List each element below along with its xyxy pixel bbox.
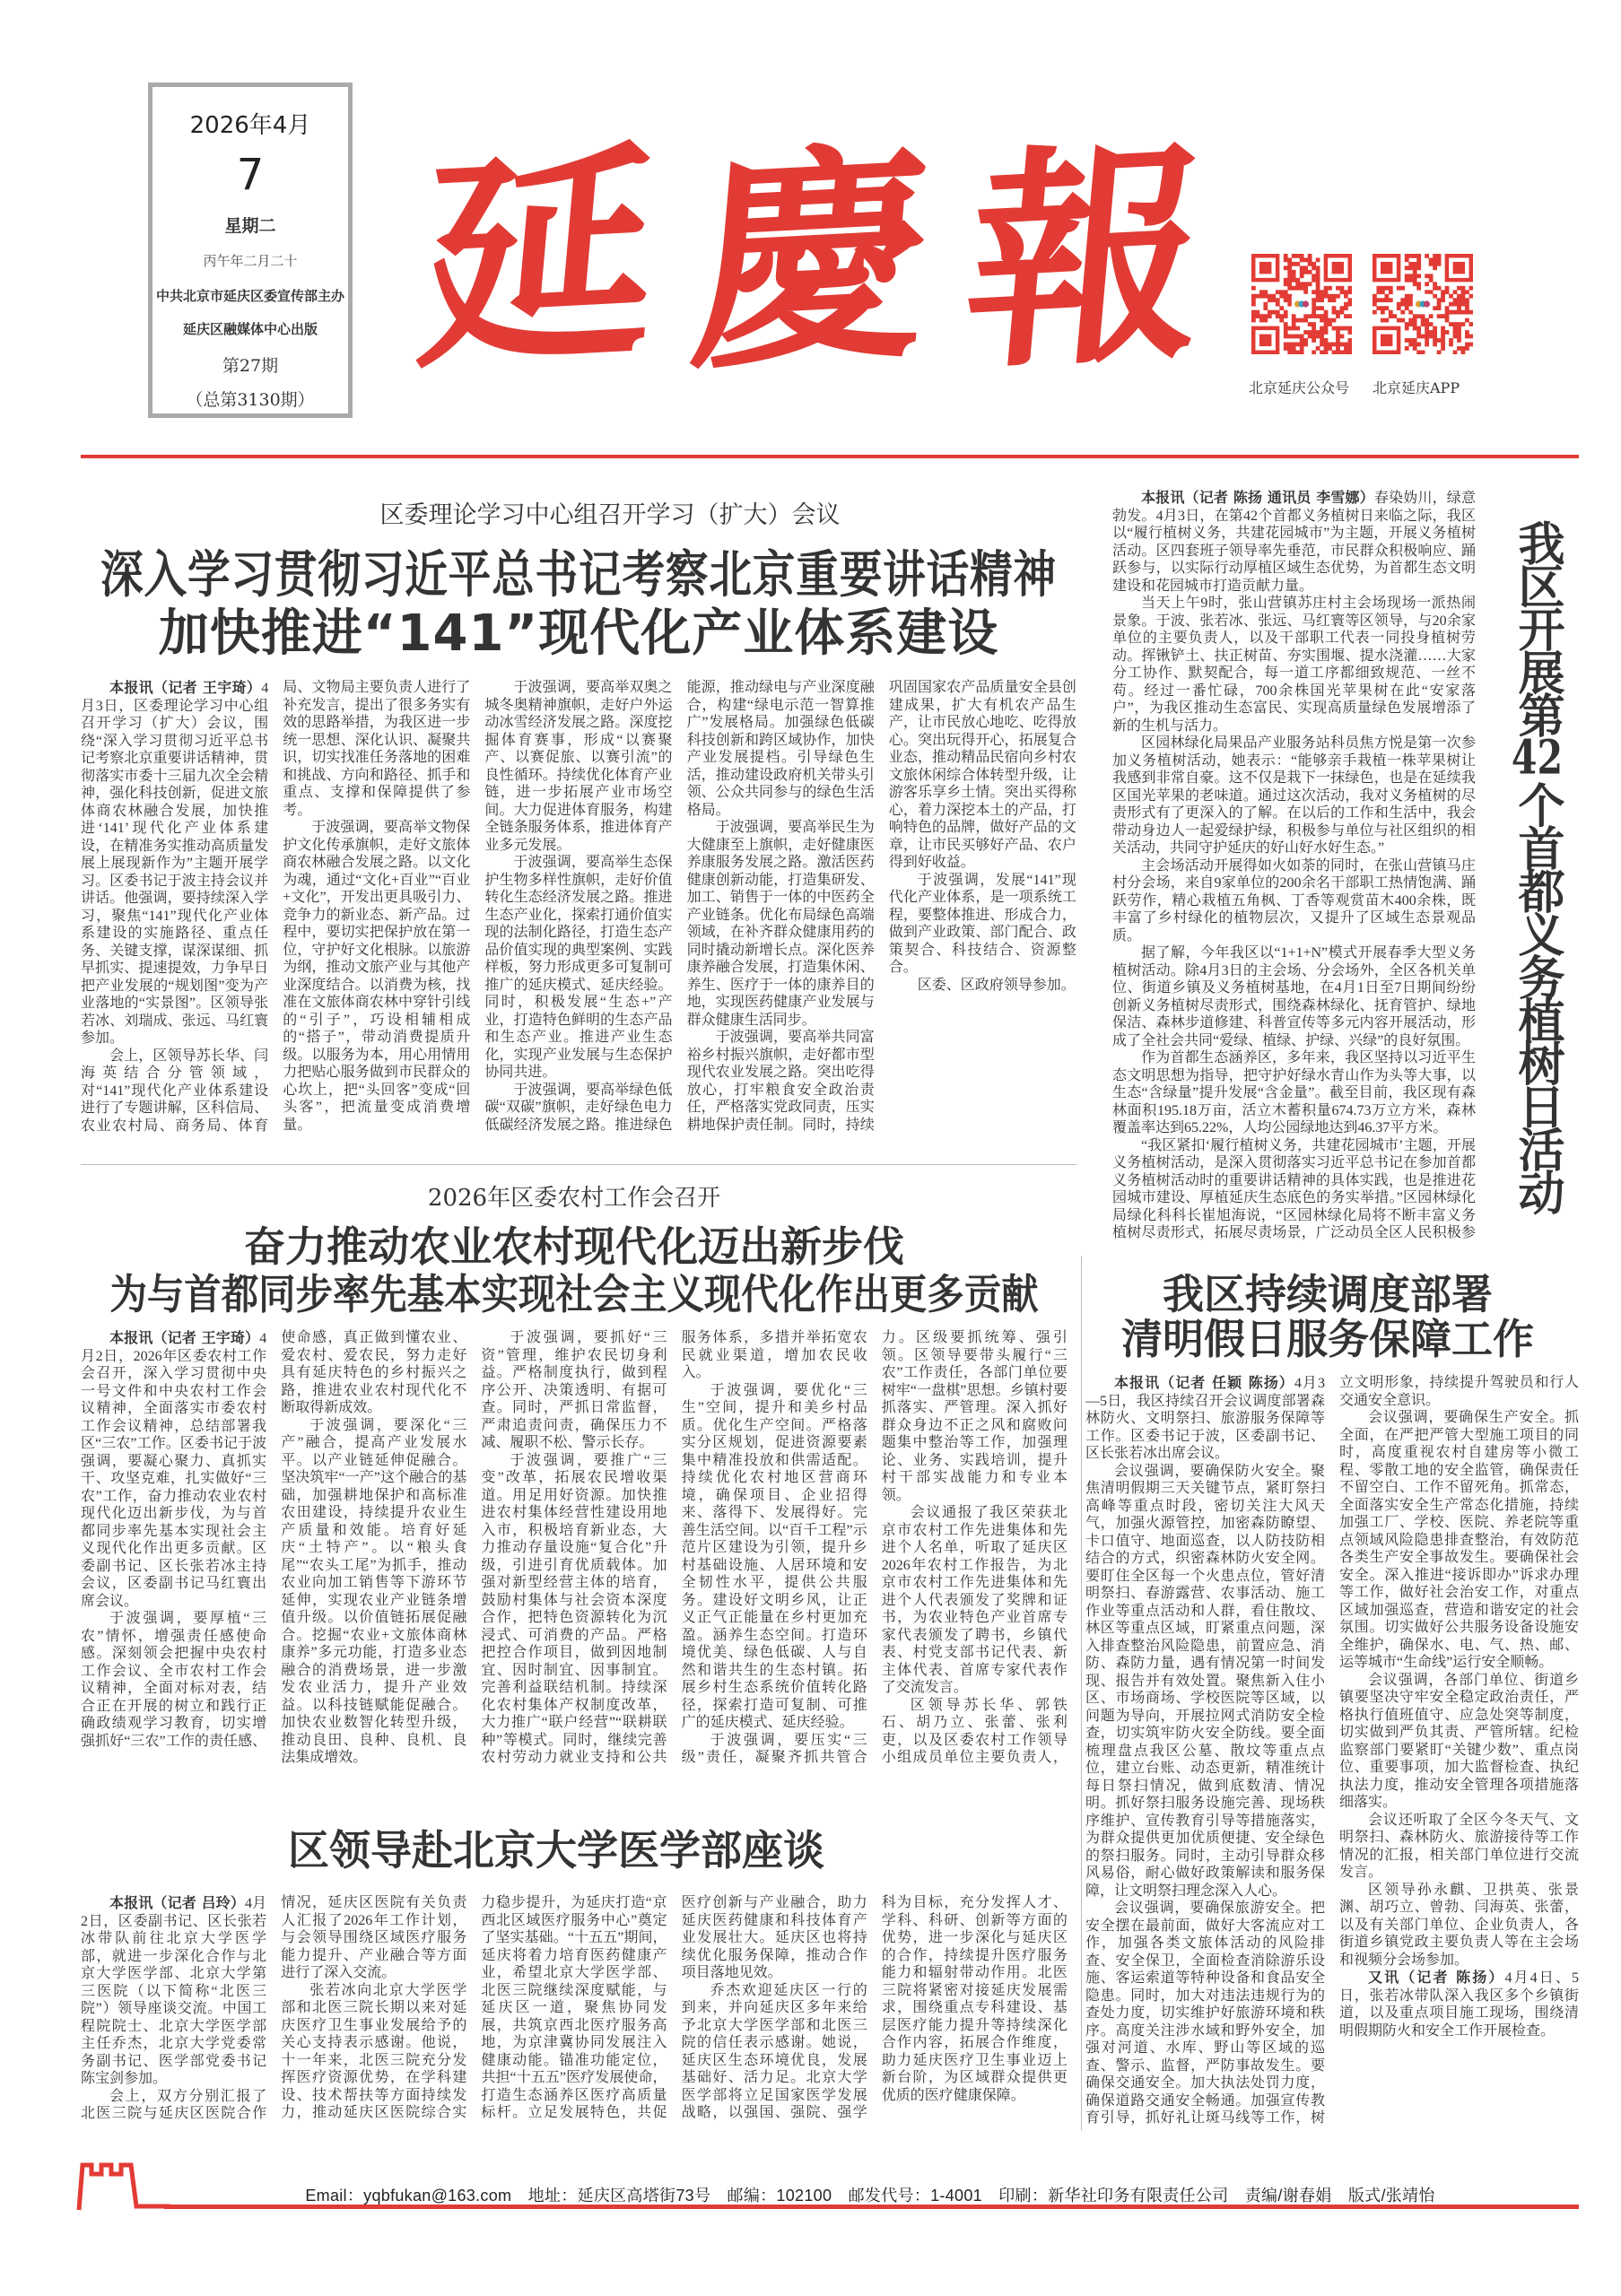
publisher: 延庆区融媒体中心出版 (182, 321, 318, 337)
paragraph-text: “我区紧扣‘履行植树义务，共建花园城市’主题，开展义务植树活动，是深入贯彻落实习近平总书记在参加首都义务植树活动时的重要讲话精神的具体实践，也是推进花园城市建设、厚植延庆生态底色的务实举措。”区园林绿化局绿化科科长崔旭海说，“区园林绿化局将不断丰富义务植树尽责形式，拓展尽责场景，广泛动员全区人民积极参 (1112, 1137, 1476, 1240)
footer-divider (164, 2205, 1579, 2209)
study-body (81, 679, 1076, 1150)
byline: 本报讯（记者 王宇琦） (109, 679, 262, 696)
paragraph-text: 区委、区政府领导参加。 (917, 977, 1076, 993)
paragraph-text: 于波强调，要高举共同富裕乡村振兴旗帜，走好都市型现代农业发展之路。突出吃得放心，打牢粮食安全政治责任，严格落实党政同责，压实耕地保护责任制。同时，持续巩固国家农产品质量安全县创建成果，扩大有机农产品生产，让市民放心地吃、吃得放心。突出玩得开心，拓展复合业态，推动精品民宿向乡村农文旅休闲综合体转型升级，让游客乐享乡土情。突出买得称心，着力深挖本土的产品，打响特色的品牌，做好产品的文章，让市民买够好产品、农户得到好收益。 (686, 680, 1076, 1133)
date-box (148, 83, 353, 418)
rural-headline-line2: 为与首都同步率先基本实现社会主义现代化作出更多贡献 (109, 1270, 1039, 1318)
tree-body (1112, 489, 1476, 1242)
rural-body (81, 1329, 1068, 1767)
paragraph (484, 679, 672, 854)
paragraph-text: 会议强调，要确保生产安全。抓全面，在严把严管大型施工项目的同时，高度重视农村自建房等小微工程、零散工地的安全监管，确保责任不留空白、工作不留死角。抓常态，全面落实安全生产常态化措施，持续加强工厂、学校、医院、养老院等重点领域风险隐患排查整治，有效防范各类生产安全事故发生。要确保社会安全。深入推进“接诉即办”诉求办理等工作，做好社会治安工作，对重点区域加强巡查，营造和谐安定的社会氛围。切实做好公共服务设备设施安全维护，确保水、电、气、热、邮、运等城市“生命线”运行安全顺畅。 (1339, 1410, 1579, 1670)
qr-label-app: 北京延庆APP (1373, 379, 1460, 396)
paragraph (281, 1417, 466, 1767)
paragraph-text: 会上，区领导苏长华、闫海英结合分管领域，对“141”现代化产业体系建设进行了专题讲解，区科信局、农业农村局、商务局、体育局、文物局主要负责人进行了补充发言，提出了很多务实有效的思路举措，为我区进一步统一思想、深化认识、凝聚共识，切实找准任务落地的困难和挑战、方向和路径、抓手和重点、支撑和保障提供了参考。 (81, 680, 471, 1134)
byline: 本报讯（记者 王宇琦） (109, 1329, 260, 1346)
lunar-date: 丙午年二月二十 (203, 253, 298, 269)
paragraph-text: 于波强调，要高举文物保护文化传承旗帜，走好文旅体商农林融合发展之路。以文化为魂，通过“文化+百业”“百业+文化”，开发出更具吸引力、竞争力的新业态、新产品。过程中，要切实把保护放在第一位，守护好文化根脉。以旅游为纲，推动文旅产业与其他产业深度结合。以消费为核，找准在文旅体商农林中穿针引线的“引子”，巧设相辅相成的“搭子”，带动消费提质升级。以服务为本，用心用情用力把贴心服务做到市民群众的心坎上，把“头回客”变成“回头客”，把流量变成消费增量。 (283, 820, 471, 1133)
tree-headline (1496, 498, 1577, 1233)
paragraph (889, 872, 1076, 977)
paragraph-text: 据了解，今年我区以“1+1+N”模式开展春季大型义务植树活动。除4月3日的主会场、分会场外，全区各机关单位、街道乡镇及义务植树基地，在4月1日至7日期间纷纷创新义务植树尽责形式，围绕森林绿化、抚育管护、绿地保洁、森林步道修建、科普宣传等多元内容开展活动，形成了全社会共同“爱绿、植绿、护绿、兴绿”的良好氛围。 (1112, 945, 1476, 1048)
paragraph-text: 区领导孙永麒、卫拱英、张景渊、胡巧立、曾勃、闫海英、张蕾，以及有关部门单位、企业负责人，各街道乡镇党政主要负责人等在主会场和视频分会场参加。 (1339, 1882, 1579, 1968)
paragraph-text: 会上，双方分别汇报了北医三院与延庆区医院合作情况，延庆区医院有关负责人汇报了2026年工作计划，与会领导围绕区域医疗服务能力提升、产业融合等方面进行了深入交流。 (81, 1895, 467, 2121)
qingming-headline-line2: 清明假日服务保障工作 (1121, 1315, 1534, 1363)
tree-headline-part: 我区开展第 (1510, 519, 1564, 735)
paragraph-text: 4月4日、5日，张若冰带队深入我区多个乡镇街道，以及重点项目施工现场，围绕清明假期防火和安全工作开展检查。 (1339, 1970, 1579, 2039)
paragraph-text: 作为首都生态涵养区，多年来，我区坚持以习近平生态文明思想为指导，把守护好绿水青山作为头等大事，以生态“含绿量”提升发展“含金量”。截至目前，我区现有森林面积195.18万亩，活立木蓄积量674.73万立方米，森林覆盖率达到65.22%，人均公园绿地达到46.37平方米。 (1112, 1050, 1476, 1135)
paragraph-text: 会议还听取了全区今冬天气、文明祭扫、森林防火、旅游接待等工作情况的汇报，相关部门单位进行交流发言。 (1339, 1812, 1579, 1880)
paragraph-text: 主会场活动开展得如火如荼的同时，在张山营镇马庄村分会场，来自9家单位的200余名干部职工热情饱满、踊跃劳作，精心栽植五角枫、丁香等观赏苗木400余株，既丰富了乡村绿化的植物层次，又提升了区域生态景观品质。 (1112, 857, 1476, 944)
paragraph (81, 1329, 266, 1610)
byline: 本报讯（记者 陈扬 通讯员 李雪娜） (1141, 489, 1374, 506)
paragraph (882, 1504, 1068, 1697)
day: 7 (236, 150, 265, 200)
byline: 本报讯（记者 吕玲） (109, 1894, 246, 1911)
medical-body (81, 1894, 1068, 2132)
rural-headline-line1: 奋力推动农业农村现代化迈出新步伐 (244, 1222, 904, 1271)
divider (81, 1164, 1076, 1165)
paragraph-text: 区领导苏长华、郭铁石、胡乃立、张蕾、张利吏，以及区委农村工作领导小组成员单位主要负责人， (881, 1697, 1068, 1765)
paragraph (1112, 489, 1476, 595)
study-headline-line2: 加快推进“141”现代化产业体系建设 (158, 604, 999, 663)
paragraph-text: 区园林绿化局果品产业服务站科员焦方悦是第一次参加义务植树活动，她表示：“能够亲手栽植一株苹果树让我感到非常自豪。这不仅是栽下一抹绿色，也是在延续我区国光苹果的老味道。通过这次活动，我对义务植树的尽责形式有了更深入的了解。在以后的工作和生活中，我会带动身边人一起爱绿护绿，积极参与单位与社区组织的相关活动，共同守护延庆的好山好水好生态。” (1112, 735, 1476, 856)
paragraph (81, 1894, 266, 2088)
paragraph-text: 于波强调，要抓好“三资”管理，维护农民切身利益。严格制度执行，做到程序公开、决策透明、有据可查。同时，严抓日常监督，严肃追责问责，确保压力不减、履职不松、警示长存。 (481, 1330, 667, 1450)
rural-kicker: 2026年区委农村工作会召开 (427, 1185, 721, 1212)
paragraph (484, 854, 672, 1082)
paragraph-text: 会议强调，要确保防火安全。聚焦清明假期三天关键节点，紧盯祭扫高峰等重点时段，密切关注大风天气，加强火源管控，加密森防瞭望、卡口值守、地面巡查，以人防技防相结合的方式，织密森林防火安全网。要盯住全区每一个火患点位，管好清明祭扫、春游露营、农事活动、施工作业等重点活动和人群，看住散坟、林区等重点区域，盯紧重点问题，深入排查整治风险隐患，前置应急、消防、森防力量，遇有情况第一时间发现、报告并有效处置。聚焦新入住小区、市场商场、学校医院等区域，以问题为导向，开展拉网式消防安全检查，切实筑牢防火安全防线。要全面梳理盘点我区公墓、散坟等重点点位，建立台账、动态更新，精准统计每日祭扫情况，做到底数清、情况明。抓好祭扫服务设施完善、现场秩序维护、宣传教育引导等措施落实，为群众提供更加优质便捷、安全绿色的祭扫服务。同时，主动引导群众移风易俗，耐心做好政策解读和服务保障，让文明祭扫理念深入人心。 (1085, 1463, 1325, 1899)
byline: 本报讯（记者 任颖 陈扬） (1114, 1374, 1294, 1391)
paragraph-text: 会议强调，各部门单位、街道乡镇要坚决守牢安全稳定政治责任，严格执行值班值守、应急处突等制度，切实做到严负其责、严管所辖。纪检监察部门要紧盯“关键少数”、重点岗位、重要事项，加大监督检查、执纪执法力度，推动安全管理各项措施落细落实。 (1339, 1672, 1579, 1810)
paragraph-text: 4月3—5日，我区持续召开会议调度部署森林防火、文明祭扫、旅游服务保障等工作。区委书记于波，区委副书记、区长张若冰出席会议。 (1085, 1376, 1325, 1461)
paragraph (481, 1329, 667, 1452)
paragraph (1339, 1812, 1579, 1882)
paragraph (1339, 1672, 1579, 1812)
paragraph (1339, 1409, 1579, 1672)
paragraph-text: 会议强调，要确保旅游安全。把安全摆在最前面，做好大客流应对工作，加强各类文旅体活动的风险排查、安全保卫，全面检查消除游乐设施、客运索道等特种设备和食品安全隐患。同时，加大对违法违规行为的查处力度，切实维护好旅游环境和秩序。高度关注涉水域和野外安全，加强对河道、水库、野山等区域的巡查、警示、监督，严防事故发生。要确保交通安全。加大执法处罚力度，确保道路交通安全畅通。加强宣传教育引导，抓好礼让斑马线等工作，树立文明形象，持续提升驾驶员和行人交通安全意识。 (1085, 1375, 1579, 2126)
paragraph-text: 乔杰欢迎延庆区一行的到来，并向延庆区多年来给予北京大学医学部和北医三院的信任表示感谢。她说，延庆区生态环境优良，发展基础好、活力足。北京大学医学部将立足国家医学发展战略，以强国、强院、强学科为目标，充分发挥人才、学科、科研、创新等方面的优势，进一步深化与延庆区的合作，持续提升医疗服务能力和辐射带动作用。北医三院将紧密对接延庆发展需求，围绕重点专科建设、基层医疗能力提升等持续深化合作内容，拓展合作维度，助力延庆医疗卫生事业迈上新台阶，为区域群众提供更优质的医疗健康保障。 (681, 1895, 1068, 2120)
paragraph-text: 于波强调，要高举生态保护生物多样性旗帜，走好价值转化生态经济发展之路。推进生态产业化，探索打通价值实现的法制化路径，打造生态产品价值实现的典型案例、实践样板，努力形成更多可复制可推广的延庆模式、延庆经验。同时，积极发展“生态+”产业，打造特色鲜明的生态产品和生态产业。推进产业生态化，实现产业发展与生态保护协同共进。 (484, 855, 673, 1080)
paragraph-text: 于波强调，要优化“三生”空间，提升和美乡村品质。优化生产空间。严格落实分区规划，促进资源要素集中精准投放和供需适配。持续优化农村地区营商环境，确保项目、企业招得来、落得下、发展得好。完善生活空间。以“百千工程”示范片区建设为引领，提升乡村基础设施、人居环境和安全韧性水平，提供公共服务。建设好文明乡风，让正义正气正能量在乡村更加充盈。涵养生态空间。打造环境优美、绿色低碳、人与自然和谐共生的生态村镇。拓展乡村生态系统价值转化路径，探索打造可复制、可推广的延庆模式、延庆经验。 (681, 1382, 867, 1730)
paragraph-text: 当天上午9时，张山营镇苏庄村主会场现场一派热闹景象。于波、张若冰、张远、马红寰等区领导，与20余家单位的主要负责人，以及干部职工代表一同投身植树劳动。挥锹铲土、扶正树苗、夯实围堰、提水浇灌……大家分工协作、默契配合，每一道工序都细致规范、一丝不苟。经过一番忙碌，700余株国光苹果树在此“安家落户”，为我区推动生态富民、实现高质量绿色发展增添了新的生机与活力。 (1112, 596, 1476, 734)
paragraph (889, 977, 1076, 995)
newspaper-logo (408, 117, 1216, 404)
paragraph-text: 于波强调，要高举双奥之城冬奥精神旗帜，走好户外运动冰雪经济发展之路。深度挖掘体育赛事，形成“以赛聚产、以赛促旅、以赛引流”的良性循环。持续优化体育产业链，进一步拓展产业市场空间。大力促进体育服务，构建全链条服务体系，推进体育产业多元发展。 (484, 680, 673, 853)
great-wall-icon (72, 2152, 170, 2215)
study-kicker: 区委理论学习中心组召开学习（扩大）会议 (379, 501, 841, 529)
paragraph-text: 于波强调，要高举民生为大健康至上旗帜，走好健康医养康服务发展之路。激活医药健康创新动能，打造集研发、加工、销售于一体的中医药全产业链条。优化布局绿色高端领域，在补齐群众健康用药的同时撬动新增长点。深化医养康养融合发展，打造集休闲、养生、医疗于一体的康养目的地，实现医药健康产业发展与群众健康生活同步。 (686, 820, 875, 1028)
paragraph-text: 于波强调，要厚植“三农”情怀，增强责任感使命感。深刻领会把握中央农村工作会议、全市农村工作会议精神，全面对标对表，结合正在开展的树立和践行正确政绩观学习教育，切实增强抓好“三农”工作的责任感、使命感，真正做到懂农业、爱农村、爱农民，努力走好具有延庆特色的乡村振兴之路，推进农业农村现代化不断取得新成效。 (81, 1330, 467, 1749)
study-headline-line1: 深入学习贯彻习近平总书记考察北京重要讲话精神 (100, 546, 1057, 604)
paragraph-text: 4月2日，2026年区委农村工作会召开，深入学习贯彻中央一号文件和中央农村工作会议精神，全面落实市委农村工作会议精神，总结部署我区“三农”工作。区委书记于波强调，要凝心聚力、真抓实干、攻坚克难，扎实做好“三农”工作，奋力推动农业农村现代化迈出新步伐，为与首都同步率先基本实现社会主义现代化作出更多贡献。区委副书记、区长张若冰主持会议，区委副书记马红寰出席会议。 (81, 1331, 267, 1609)
medical-headline: 区领导赴北京大学医学部座谈 (288, 1826, 824, 1874)
issue-number: 第27期 (222, 356, 279, 376)
paragraph (1112, 857, 1476, 945)
year-month: 2026年4月 (189, 112, 311, 139)
paragraph (1112, 1137, 1476, 1243)
paragraph (1085, 1463, 1325, 1900)
qingming-body (1085, 1374, 1579, 2132)
qingming-headline-line1: 我区持续调度部署 (1163, 1270, 1493, 1318)
divider (1081, 1256, 1082, 2130)
tree-headline-part: 个首都义务植树日活动 (1510, 781, 1564, 1212)
paragraph (1112, 735, 1476, 857)
paragraph (1112, 944, 1476, 1049)
footer-info: Email：yqbfukan@163.com 地址：延庆区高塔街73号 邮编：102100 邮发代号：1-4001 印刷：新华社印务有限责任公司 责编/谢春娟 版式/张靖怡 (305, 2187, 1435, 2205)
paragraph (81, 679, 268, 1048)
sponsor: 中共北京市延庆区委宣传部主办 (155, 288, 344, 304)
paragraph (1112, 1049, 1476, 1137)
tree-headline-number: 42 (1511, 735, 1564, 781)
logo-character: 慶 (682, 117, 942, 403)
masthead-divider (81, 455, 1579, 458)
paragraph (682, 1382, 867, 1732)
paragraph-text: 于波强调，要压实“三级”责任，凝聚齐抓共管合力。区级要抓统筹、强引领。区领导要带头履行“三农”工作责任，各部门单位要树牢“一盘棋”思想。乡镇村要抓落实、严管理。深入抓好群众身边不正之风和腐败问题集中整治等工作，加强理论、业务、实践培训，提升村干部实战能力和专业本领。 (681, 1330, 1068, 1765)
addendum-paragraph (1339, 1969, 1579, 2039)
paragraph-text: 于波强调，要高举绿色低碳“双碳”旗帜，走好绿色电力低碳经济发展之路。推进绿色能源，推动绿电与产业深度融合，构建“绿电示范一智算推广”发展格局。加强绿色低碳科技创新和跨区域协作，加快产业发展提档。引导绿色生活，推动建设政府机关带头引领、公众共同参与的绿色生活格局。 (484, 680, 875, 1133)
logo-character: 報 (955, 117, 1216, 403)
paragraph-text: 张若冰向北京大学医学部和北医三院长期以来对延庆医疗卫生事业发展给予的关心支持表示感谢。他说，十一年来，北医三院充分发挥医疗资源优势，在学科建设、技术帮扶等方面持续发力，推动延庆区医院综合实力稳步提升，为延庆打造“京西北区域医疗服务中心”奠定了坚实基础。“十五五”期间，延庆将着力培育医药健康产业，希望北京大学医学部、北医三院继续深度赋能，与延庆区一道，聚焦协同发展，共筑京西北医疗服务高地，为京津冀协同发展注入健康动能。锚准功能定位，共担“十五五”医疗发展使命，打造生态涵养区医疗高质量标杆。立足发展特色，共促医疗创新与产业融合，助力延庆医药健康和科技体育产业发展壮大。延庆区也将持续优化服务保障，推动合作项目落地见效。 (281, 1895, 867, 2120)
paragraph (1085, 1374, 1325, 1463)
paragraph-text: 春染妫川，绿意勃发。4月3日，在第42个首都义务植树日来临之际，我区以“履行植树义务，共建花园城市”为主题，开展义务植树活动。区四套班子领导率先垂范，市民群众积极响应、踊跃参与，以实际行动厚植区域生态优势，为首都生态文明建设和花园城市打造贡献力量。 (1112, 491, 1476, 594)
byline: 又讯（记者 陈扬） (1368, 1969, 1505, 1986)
paragraph-text: 4月2日，区委副书记、区长张若冰带队前往北京大学医学部，就进一步深化合作与北京大学医学部、北京大学第三医院（以下简称“北医三院”）领导座谈交流。中国工程院院士、北京大学医学部主任乔杰，北京大学党委常务副书记、医学部党委书记陈宝剑参加。 (81, 1896, 267, 2086)
paragraph (687, 819, 875, 1029)
paragraph (1112, 595, 1476, 735)
qr-code-icon[interactable] (1373, 254, 1473, 354)
logo-character: 延 (408, 117, 668, 403)
paragraph (283, 819, 470, 1134)
paragraph-text: 会议通报了我区荣获北京市农村工作先进集体和先进个人名单，听取了延庆区2026年农村工作报告，为北京市农村工作先进集体和先进个人代表颁发了奖牌和证书，为农业特色产业首席专家代表颁发了聘书，乡镇代表、村党支部书记代表、新主体代表、首席专家代表作了交流发言。 (881, 1505, 1068, 1695)
paragraph-text: 于波强调，要推广“三变”改革，拓展农民增收渠道。用足用好资源。加快推进农村集体经营性建设用地入市，积极培育新业态，大力推动存量设施“复合化”升级，引进引育优质载体。加强对新型经营主体的培育，鼓励村集体与社会资本深度合作，把特色资源转化为沉浸式、可消费的产品。严格把控合作项目，做到因地制宜、因时制宜、因事制宜。完善利益联结机制。持续深化农村集体产权制度改革，大力推广“联户经营”“联耕联种”等模式。同时，继续完善农村劳动力就业支持和公共服务体系，多措并举拓宽农民就业渠道，增加农民收入。 (481, 1330, 867, 1765)
paragraph-text: 4月3日，区委理论学习中心组召开学习（扩大）会议，围绕“深入学习贯彻习近平总书记考察北京重要讲话精神，贯彻落实市委十三届九次全会精神，强化科技创新，促进文旅体商农林融合发展，加快推进‘141’现代化产业体系建设，在精准务实推动高质量发展上展现新作为”主题开展学习。区委书记于波主持会议并讲话。他强调，要持续深入学习，聚焦“141”现代化产业体系建设的实施路径、重点任务、关键支撑，谋深谋细、抓早抓实、提速提效，力争早日把产业发展的“规划图”变为产业落地的“实景图”。区领导张若冰、刘瑞成、张远、马红寰参加。 (81, 681, 269, 1046)
qr-code-icon[interactable] (1251, 254, 1352, 354)
qr-label-wechat: 北京延庆公众号 (1249, 379, 1350, 396)
total-issue-number: （总第3130期） (186, 390, 315, 410)
paragraph-text: 于波强调，要深化“三产”融合，提高产业发展水平。以产业链延伸促融合。坚决筑牢“一产”这个融合的基础，加强耕地保护和高标准农田建设，持续提升农业生产质量和效能。培育好延庆“土特产”。以“粮头食尾”“农头工尾”为抓手，推动农业向加工销售等下游环节延伸，实现农业产业链条增值升级。以价值链拓展促融合。挖掘“农业+文旅体商林康养”多元功能，打造多业态融合的消费场景，进一步激发农业活力，提升产业效益。以科技链赋能促融合。加快农业数智化转型升级，推动良田、良种、良机、良法集成增效。 (281, 1417, 467, 1765)
paragraph (1339, 1882, 1579, 1970)
weekday: 星期二 (224, 216, 276, 236)
paragraph-text: 于波强调，发展“141”现代化产业体系，是一项系统工程，要整体推进、形成合力，做到产业政策、部门配合、政策契合、科技结合、资源整合。 (888, 872, 1076, 975)
